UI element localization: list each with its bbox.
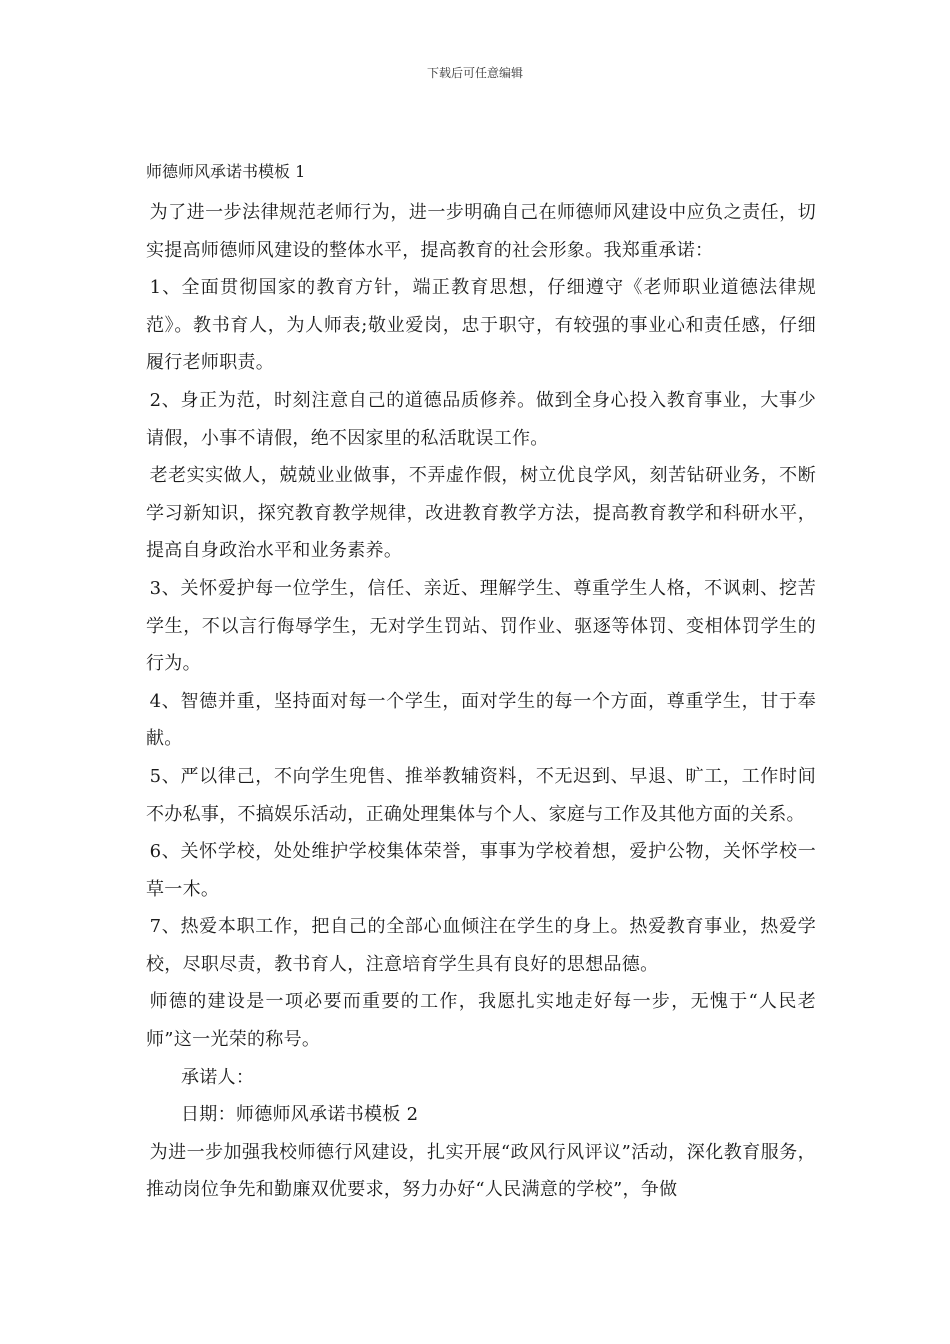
commitment-item-4: 4、智德并重，坚持面对每一个学生，面对学生的每一个方面，尊重学生，甘于奉献。 [146, 690, 816, 750]
document-title: 师德师风承诺书模板 1 [146, 162, 306, 181]
intro-paragraph: 为了进一步法律规范老师行为，进一步明确自己在师德师风建设中应负之责任，切实提高师德师风建设的整体水平，提高教育的社会形象。我郑重承诺： [146, 202, 816, 261]
commitment-item-2-continued: 老老实实做人，兢兢业业做事，不弄虚作假，树立优良学风，刻苦钻研业务，不断学习新知识，探究教育教学规律，改进教育教学方法，提高教育教学和科研水平，提高自身政治水平和业务素养。 [146, 465, 816, 562]
date-line: 日期：师德师风承诺书模板 2 [181, 1104, 419, 1126]
commitment-item-1: 1、全面贯彻国家的教育方针，端正教育思想，仔细遵守《老师职业道德法律规范》。教书育人，为人师表;敬业爱岗，忠于职守，有较强的事业心和责任感，仔细履行老师职责。 [146, 277, 816, 374]
commitment-item-6: 6、关怀学校，处处维护学校集体荣誉，事事为学校着想，爱护公物，关怀学校一草一木。 [146, 841, 816, 900]
document-body [146, 160, 816, 1209]
page-header-note: 下载后可任意编辑 [426, 66, 523, 80]
second-template-intro: 为进一步加强我校师德行风建设，扎实开展“政风行风评议”活动，深化教育服务，推动岗位争先和勤廉双优要求，努力办好“人民满意的学校”，争做 [146, 1141, 816, 1201]
commitment-item-2: 2、身正为范，时刻注意自己的道德品质修养。做到全身心投入教育事业，大事少请假，小事不请假，绝不因家里的私活耽误工作。 [146, 389, 816, 449]
commitment-item-7: 7、热爱本职工作，把自己的全部心血倾注在学生的身上。热爱教育事业，热爱学校，尽职尽责，教书育人，注意培育学生具有良好的思想品德。 [146, 916, 816, 975]
closing-paragraph: 师德的建设是一项必要而重要的工作，我愿扎实地走好每一步，无愧于“人民老师”这一光荣的称号。 [146, 991, 816, 1051]
commitment-item-5: 5、严以律己，不向学生兜售、推举教辅资料，不无迟到、早退、旷工，工作时间不办私事，不搞娱乐活动，正确处理集体与个人、家庭与工作及其他方面的关系。 [146, 765, 816, 825]
signer-line: 承诺人： [181, 1066, 255, 1088]
commitment-item-3: 3、关怀爱护每一位学生，信任、亲近、理解学生、尊重学生人格，不讽刺、挖苦学生，不以言行侮辱学生，无对学生罚站、罚作业、驱逐等体罚、变相体罚学生的行为。 [146, 577, 816, 675]
